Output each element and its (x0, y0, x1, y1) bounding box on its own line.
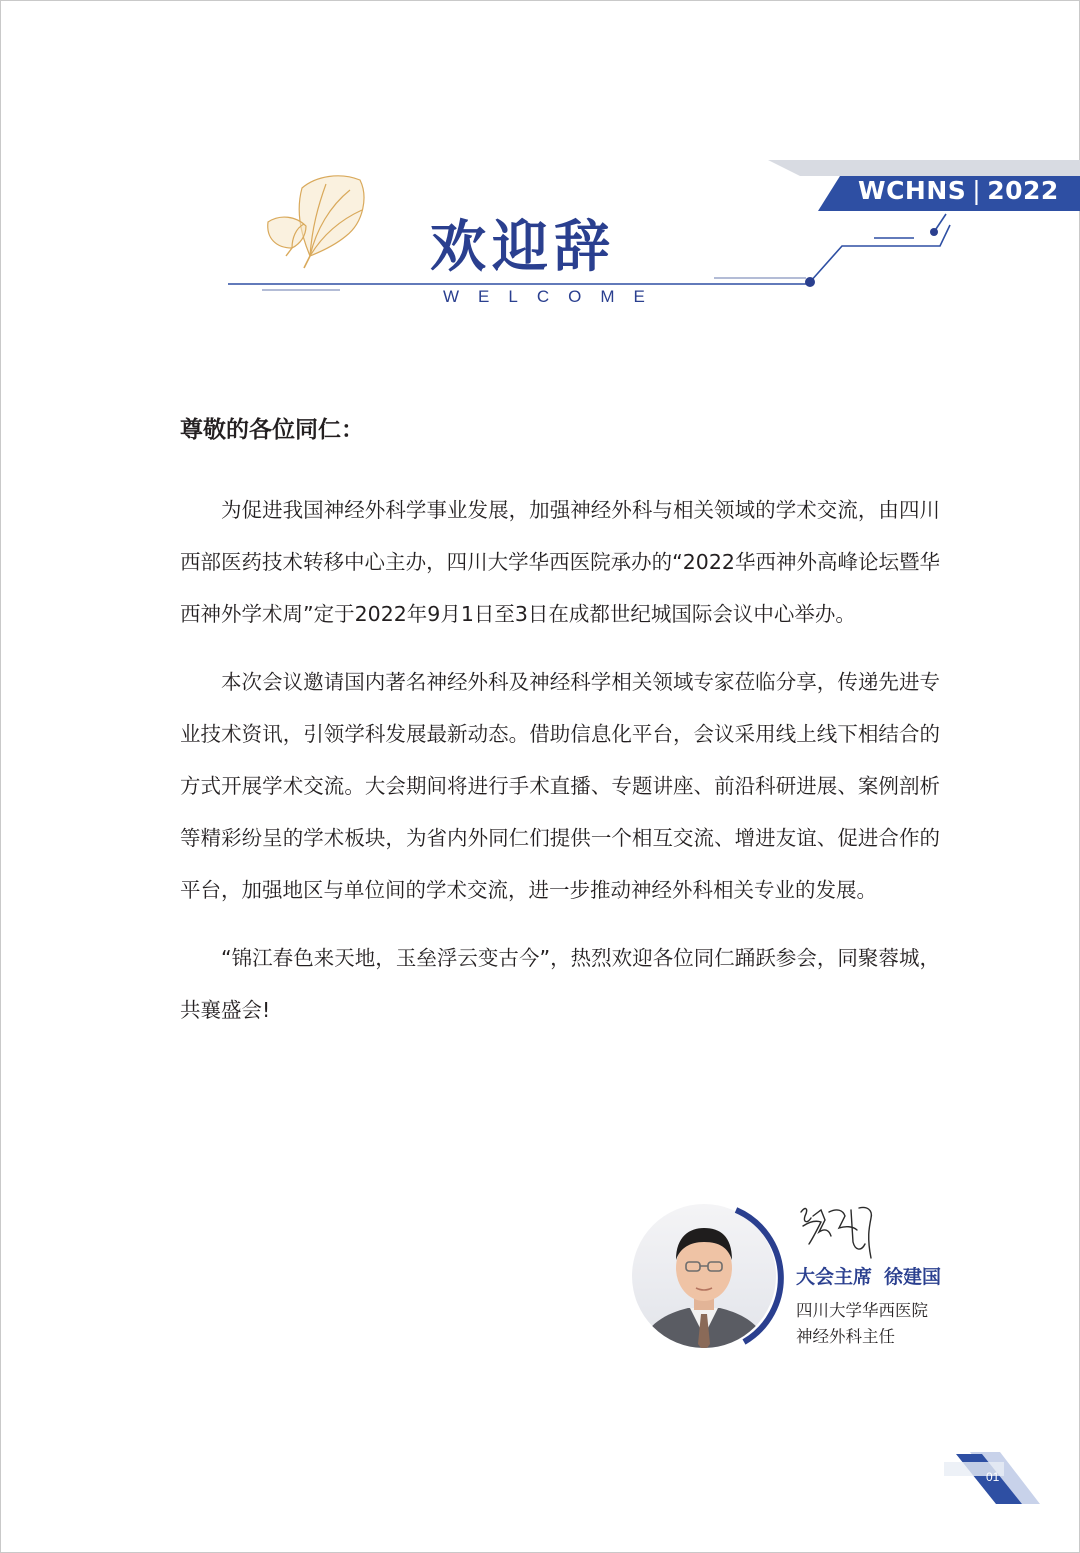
salutation: 尊敬的各位同仁： (180, 417, 364, 443)
page-title: 欢迎辞 (430, 215, 616, 280)
chair-position: 神经外科主任 (796, 1327, 895, 1346)
page-subtitle: WELCOME (443, 287, 664, 306)
paragraph-3: “锦江春色来天地，玉垒浮云变古今”，热烈欢迎各位同仁踊跃参会，同聚蓉城，共襄盛会! (180, 946, 940, 1022)
chair-title (796, 1262, 1016, 1289)
paragraph-2: 本次会议邀请国内著名神经外科及神经科学相关领域专家莅临分享，传递先进专业技术资讯，引领学科发展最新动态。借助信息化平台，会议采用线上线下相结合的方式开展学术交流。大会期间将进行手术直播、专题讲座、前沿科研进展、案例剖析等精彩纷呈的学术板块，为省内外同仁们提供一个相互交流、增进友谊、促进合作的平台，加强地区与单位间的学术交流，进一步推动神经外科相关专业的发展。 (180, 670, 940, 902)
circuit-node-2 (930, 228, 938, 236)
chair-name: 徐建国 (884, 1266, 942, 1288)
letter-body (180, 412, 940, 1052)
badge-shadow (768, 160, 1080, 176)
chair-portrait (624, 1196, 784, 1356)
badge-separator: | (972, 176, 982, 205)
chair-affiliation: 四川大学华西医院 (796, 1301, 928, 1320)
handwritten-signature (795, 1198, 880, 1266)
badge-year: 2022 (987, 176, 1059, 205)
circuit-node-1 (805, 277, 815, 287)
conference-badge (858, 176, 1058, 205)
ginkgo-leaf-icon (268, 176, 364, 268)
chair-role: 大会主席 (796, 1266, 873, 1288)
badge-acronym: WCHNS (858, 176, 967, 205)
paragraph-1: 为促进我国神经外科学事业发展，加强神经外科与相关领域的学术交流，由四川西部医药技术转移中心主办，四川大学华西医院承办的“2022华西神外高峰论坛暨华西神外学术周”定于2022年9月1日至3日在成都世纪城国际会议中心举办。 (180, 498, 940, 626)
page-number: 01 (986, 1470, 1000, 1484)
